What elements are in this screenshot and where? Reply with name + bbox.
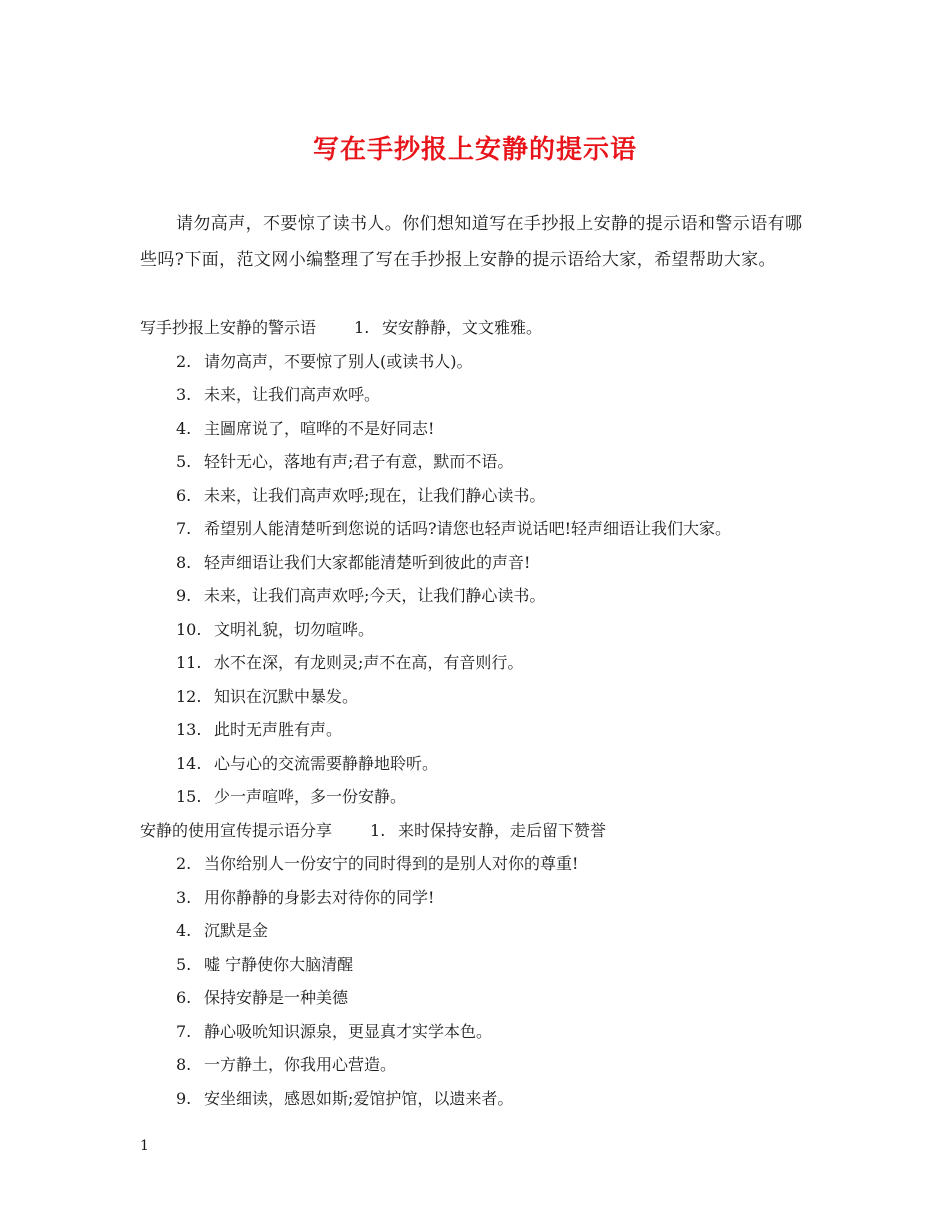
item-number: 8. xyxy=(176,1055,192,1074)
list-item xyxy=(140,981,840,1015)
item-text: 当你给别人一份安宁的同时得到的是别人对你的尊重! xyxy=(204,854,579,873)
item-number: 2. xyxy=(176,854,192,873)
list-item xyxy=(140,1015,840,1049)
item-number: 8. xyxy=(176,552,192,572)
item-number: 6. xyxy=(176,485,192,505)
item-text: 心与心的交流需要静静地聆听。 xyxy=(214,753,439,773)
section-heading-line xyxy=(140,311,840,345)
item-text: 此时无声胜有声。 xyxy=(214,720,343,739)
list-item xyxy=(140,579,840,613)
item-text: 嘘 宁静使你大脑清醒 xyxy=(204,954,354,974)
item-number: 1. xyxy=(370,820,386,840)
item-text: 知识在沉默中暴发。 xyxy=(214,686,359,706)
list-item xyxy=(140,1082,840,1116)
list-item xyxy=(140,378,840,412)
document-body xyxy=(140,311,840,1115)
list-item xyxy=(140,512,840,546)
item-text: 水不在深，有龙则灵;声不在高，有音则行。 xyxy=(214,653,524,672)
item-number: 9. xyxy=(176,1088,192,1108)
item-text: 未来，让我们高声欢呼。 xyxy=(204,385,381,404)
item-number: 6. xyxy=(176,988,192,1007)
item-text: 希望别人能清楚听到您说的话吗?请您也轻声说话吧!轻声细语让我们大家。 xyxy=(204,519,732,538)
list-item xyxy=(140,713,840,747)
item-text: 安坐细读，感恩如斯;爱馆护馆，以遗来者。 xyxy=(204,1088,514,1108)
list-item xyxy=(140,680,840,714)
item-text: 轻针无心，落地有声;君子有意，默而不语。 xyxy=(204,452,514,471)
list-item xyxy=(140,948,840,982)
list-item xyxy=(140,1048,840,1082)
section-heading-line xyxy=(140,814,840,848)
item-number: 5. xyxy=(176,452,192,471)
item-number: 13. xyxy=(176,720,202,739)
section-heading: 安静的使用宣传提示语分享 xyxy=(140,820,333,840)
page-number: 1 xyxy=(140,1138,149,1154)
item-text: 静心吸吮知识源泉，更显真才实学本色。 xyxy=(204,1021,493,1041)
list-item xyxy=(140,914,840,948)
item-number: 4. xyxy=(176,921,192,940)
list-item xyxy=(140,747,840,781)
item-text: 主圖席说了，喧哗的不是好同志! xyxy=(204,418,435,438)
intro-paragraph: 请勿高声，不要惊了读书人。你们想知道写在手抄报上安静的提示语和警示语有哪些吗?下面，范文网小编整理了写在手抄报上安静的提示语给大家，希望帮助大家。 xyxy=(140,214,803,270)
item-text: 保持安静是一种美德 xyxy=(204,988,349,1007)
item-number: 9. xyxy=(176,586,192,605)
list-item xyxy=(140,847,840,881)
item-number: 2. xyxy=(176,351,192,371)
list-item xyxy=(140,881,840,915)
list-item xyxy=(140,546,840,580)
item-number: 3. xyxy=(176,385,192,404)
item-text: 少一声喧哗，多一份安静。 xyxy=(214,787,407,806)
item-number: 10. xyxy=(176,619,202,639)
item-text: 一方静土，你我用心营造。 xyxy=(204,1055,397,1074)
item-text: 请勿高声，不要惊了别人(或读书人)。 xyxy=(204,351,473,371)
list-item xyxy=(140,613,840,647)
list-item xyxy=(140,445,840,479)
item-number: 7. xyxy=(176,519,192,538)
item-number: 4. xyxy=(176,418,192,438)
item-number: 5. xyxy=(176,954,192,974)
item-number: 12. xyxy=(176,686,202,706)
item-text: 未来，让我们高声欢呼;今天，让我们静心读书。 xyxy=(204,586,546,605)
list-item xyxy=(140,646,840,680)
list-item xyxy=(140,412,840,446)
list-item xyxy=(140,780,840,814)
item-text: 沉默是金 xyxy=(204,921,269,940)
item-text: 用你静静的身影去对待你的同学! xyxy=(204,887,435,907)
item-text: 轻声细语让我们大家都能清楚听到彼此的声音! xyxy=(204,552,531,572)
item-number: 3. xyxy=(176,887,192,907)
item-text: 来时保持安静，走后留下赞誉 xyxy=(398,820,607,840)
list-item xyxy=(140,345,840,379)
item-number: 1. xyxy=(354,318,370,337)
item-text: 安安静静，文文雅雅。 xyxy=(382,318,543,337)
item-text: 未来，让我们高声欢呼;现在，让我们静心读书。 xyxy=(204,485,546,505)
section-heading: 写手抄报上安静的警示语 xyxy=(140,318,317,337)
item-number: 14. xyxy=(176,753,202,773)
item-number: 15. xyxy=(176,787,202,806)
item-text: 文明礼貌，切勿喧哗。 xyxy=(214,619,375,639)
item-number: 7. xyxy=(176,1021,192,1041)
list-item xyxy=(140,479,840,513)
document-title: 写在手抄报上安静的提示语 xyxy=(312,135,637,165)
item-number: 11. xyxy=(176,653,202,672)
